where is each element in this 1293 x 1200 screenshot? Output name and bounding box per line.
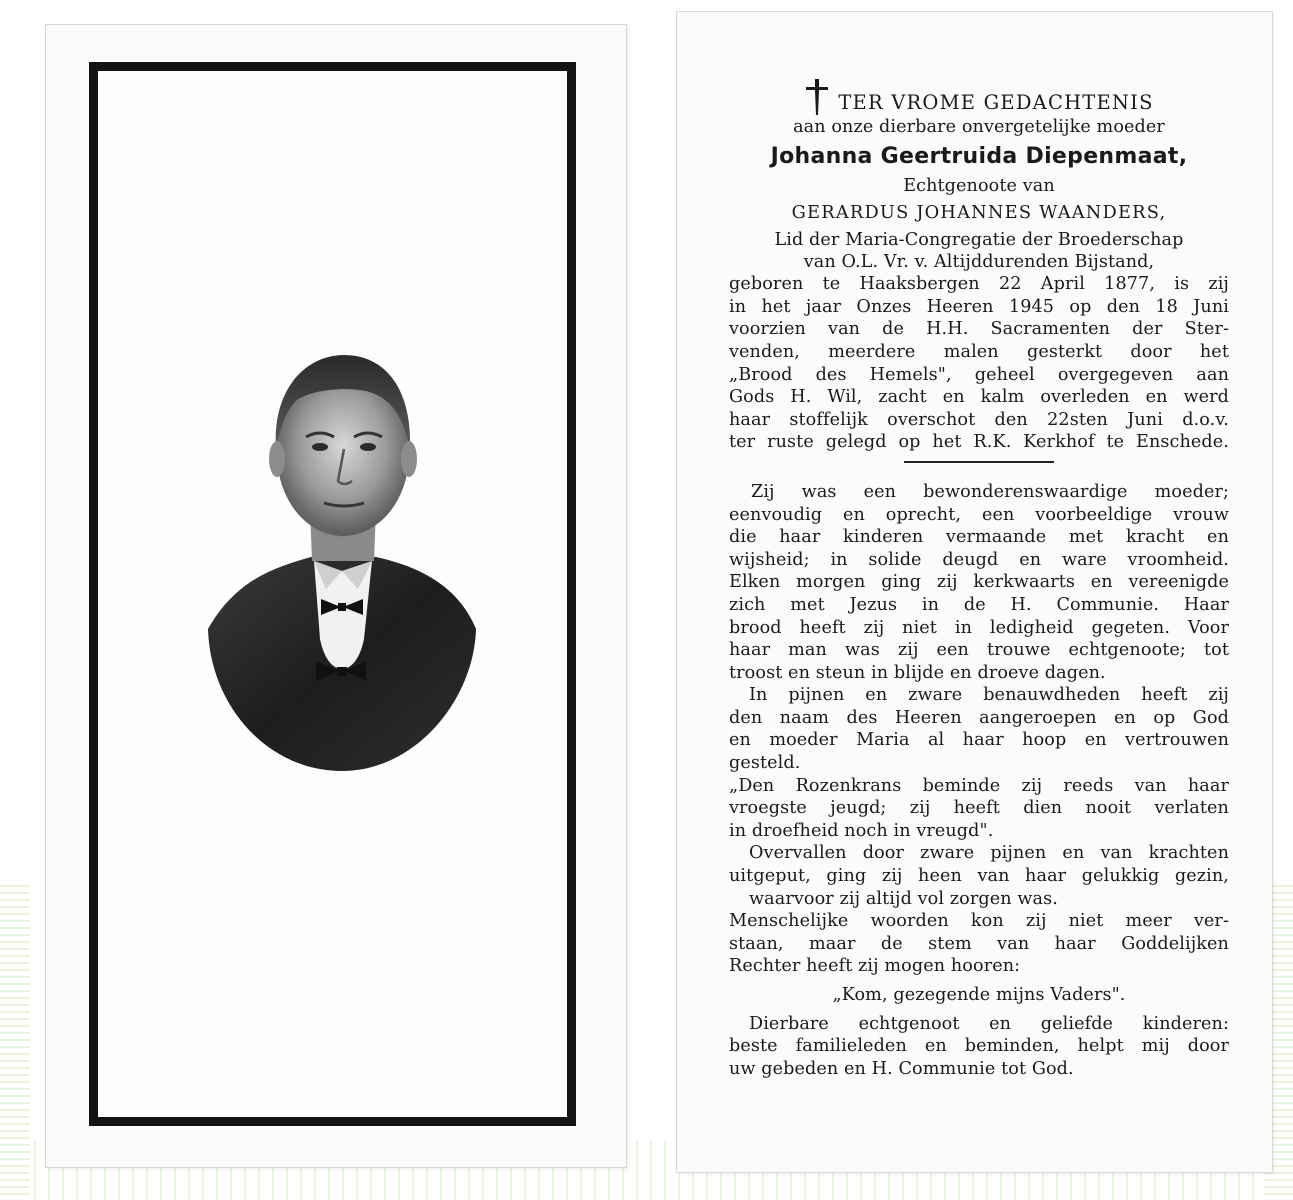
text-line: waarvoor zij altijd vol zorgen was.: [749, 888, 1058, 909]
text-line: uitgeput, ging zij heen van haar gelukkig gezin,: [729, 866, 1229, 887]
scan-edge-left: [0, 880, 30, 1200]
paragraph-closing: [729, 1013, 1229, 1081]
biography-line: Gods H. Wil, zacht en kalm overleden en werd: [729, 387, 1229, 408]
paragraph-rosary: [729, 775, 1229, 843]
biography-line: in het jaar Onzes Heeren 1945 op den 18 Juni: [729, 296, 1229, 317]
paragraph-suffering: [729, 684, 1229, 774]
text-card: [677, 12, 1272, 1172]
text-line: Menschelijke woorden kon zij niet meer ver-: [729, 911, 1229, 932]
biography-line: voorzien van de H.H. Sacramenten der Ster-: [729, 319, 1229, 340]
text-line: in droefheid noch in vreugd".: [729, 820, 994, 841]
deceased-name: Johanna Geertruida Diepenmaat,: [770, 143, 1188, 169]
text-line: staan, maar de stem van haar Goddelijken: [729, 933, 1229, 954]
text-line: Dierbare echtgenoot en geliefde kinderen:: [749, 1013, 1229, 1034]
text-line: den naam des Heeren aangeroepen en op God: [729, 707, 1229, 728]
text-line: gesteld.: [729, 753, 801, 774]
membership-line: van O.L. Vr. v. Altijddurenden Bijstand,: [803, 252, 1155, 273]
text-line: vroegste jeugd; zij heeft dien nooit verlaten: [729, 798, 1229, 819]
portrait-photo: [206, 339, 478, 771]
text-line: uw gebeden en H. Communie tot God.: [729, 1058, 1074, 1079]
text-line: wijsheid; in solide deugd en ware vroomheid.: [729, 549, 1229, 570]
memorial-text: [729, 90, 1229, 1080]
paragraph-virtues: [729, 481, 1229, 684]
paragraph-judge: [729, 910, 1229, 978]
scripture-quote: „Kom, gezegende mijns Vaders".: [832, 985, 1126, 1005]
spouse-intro: Echtgenoote van: [903, 175, 1055, 196]
text-line: zich met Jezus in de H. Communie. Haar: [729, 594, 1229, 615]
divider-rule: [904, 461, 1054, 463]
text-line: eenvoudig en oprecht, een voorbeeldige vrouw: [729, 504, 1229, 525]
photo-card: [46, 25, 626, 1167]
text-line: beste familieleden en beminden, helpt mij door: [729, 1036, 1229, 1057]
text-line: brood heeft zij niet in ledigheid gegeten. Voor: [729, 617, 1229, 638]
biography-line: haar stoffelijk overschot den 22sten Juni d.o.v.: [729, 409, 1229, 430]
text-line: Elken morgen ging zij kerkwaarts en vereenigde: [729, 572, 1229, 593]
text-line: In pijnen en zware benauwdheden heeft zij: [749, 685, 1229, 706]
memorial-heading: TER VROME GEDACHTENIS: [838, 90, 1154, 114]
text-line: haar man was zij een trouwe echtgenoote; tot: [729, 640, 1229, 661]
latin-cross-icon: [804, 78, 830, 116]
spouse-name: GERARDUS JOHANNES WAANDERS,: [791, 202, 1167, 224]
paragraph-passing: [729, 842, 1229, 910]
membership-line: Lid der Maria-Congregatie der Broederschap: [774, 230, 1184, 251]
dedication: aan onze dierbare onvergetelijke moeder: [793, 117, 1165, 137]
text-line: Zij was een bewonderenswaardige moeder;: [751, 481, 1229, 502]
text-line: en moeder Maria al haar hoop en vertrouwen: [729, 730, 1229, 751]
text-line: Rechter heeft zij mogen hooren:: [729, 956, 1021, 977]
text-line: die haar kinderen vermaande met kracht en: [729, 527, 1229, 548]
heading-block: [729, 90, 1229, 273]
mourning-border: [89, 62, 576, 1126]
biography-line: „Brood des Hemels", geheel overgegeven aan: [729, 364, 1229, 385]
biography-line: ter ruste gelegd op het R.K. Kerkhof te Enschede.: [729, 432, 1229, 453]
text-line: troost en steun in blijde en droeve dagen.: [729, 662, 1106, 683]
biography: [729, 273, 1229, 454]
text-line: „Den Rozenkrans beminde zij reeds van haar: [729, 775, 1229, 796]
text-line: Overvallen door zware pijnen en van krachten: [749, 843, 1229, 864]
biography-line: venden, meerdere malen gesterkt door het: [729, 341, 1229, 362]
biography-line: geboren te Haaksbergen 22 April 1877, is zij: [729, 274, 1229, 295]
